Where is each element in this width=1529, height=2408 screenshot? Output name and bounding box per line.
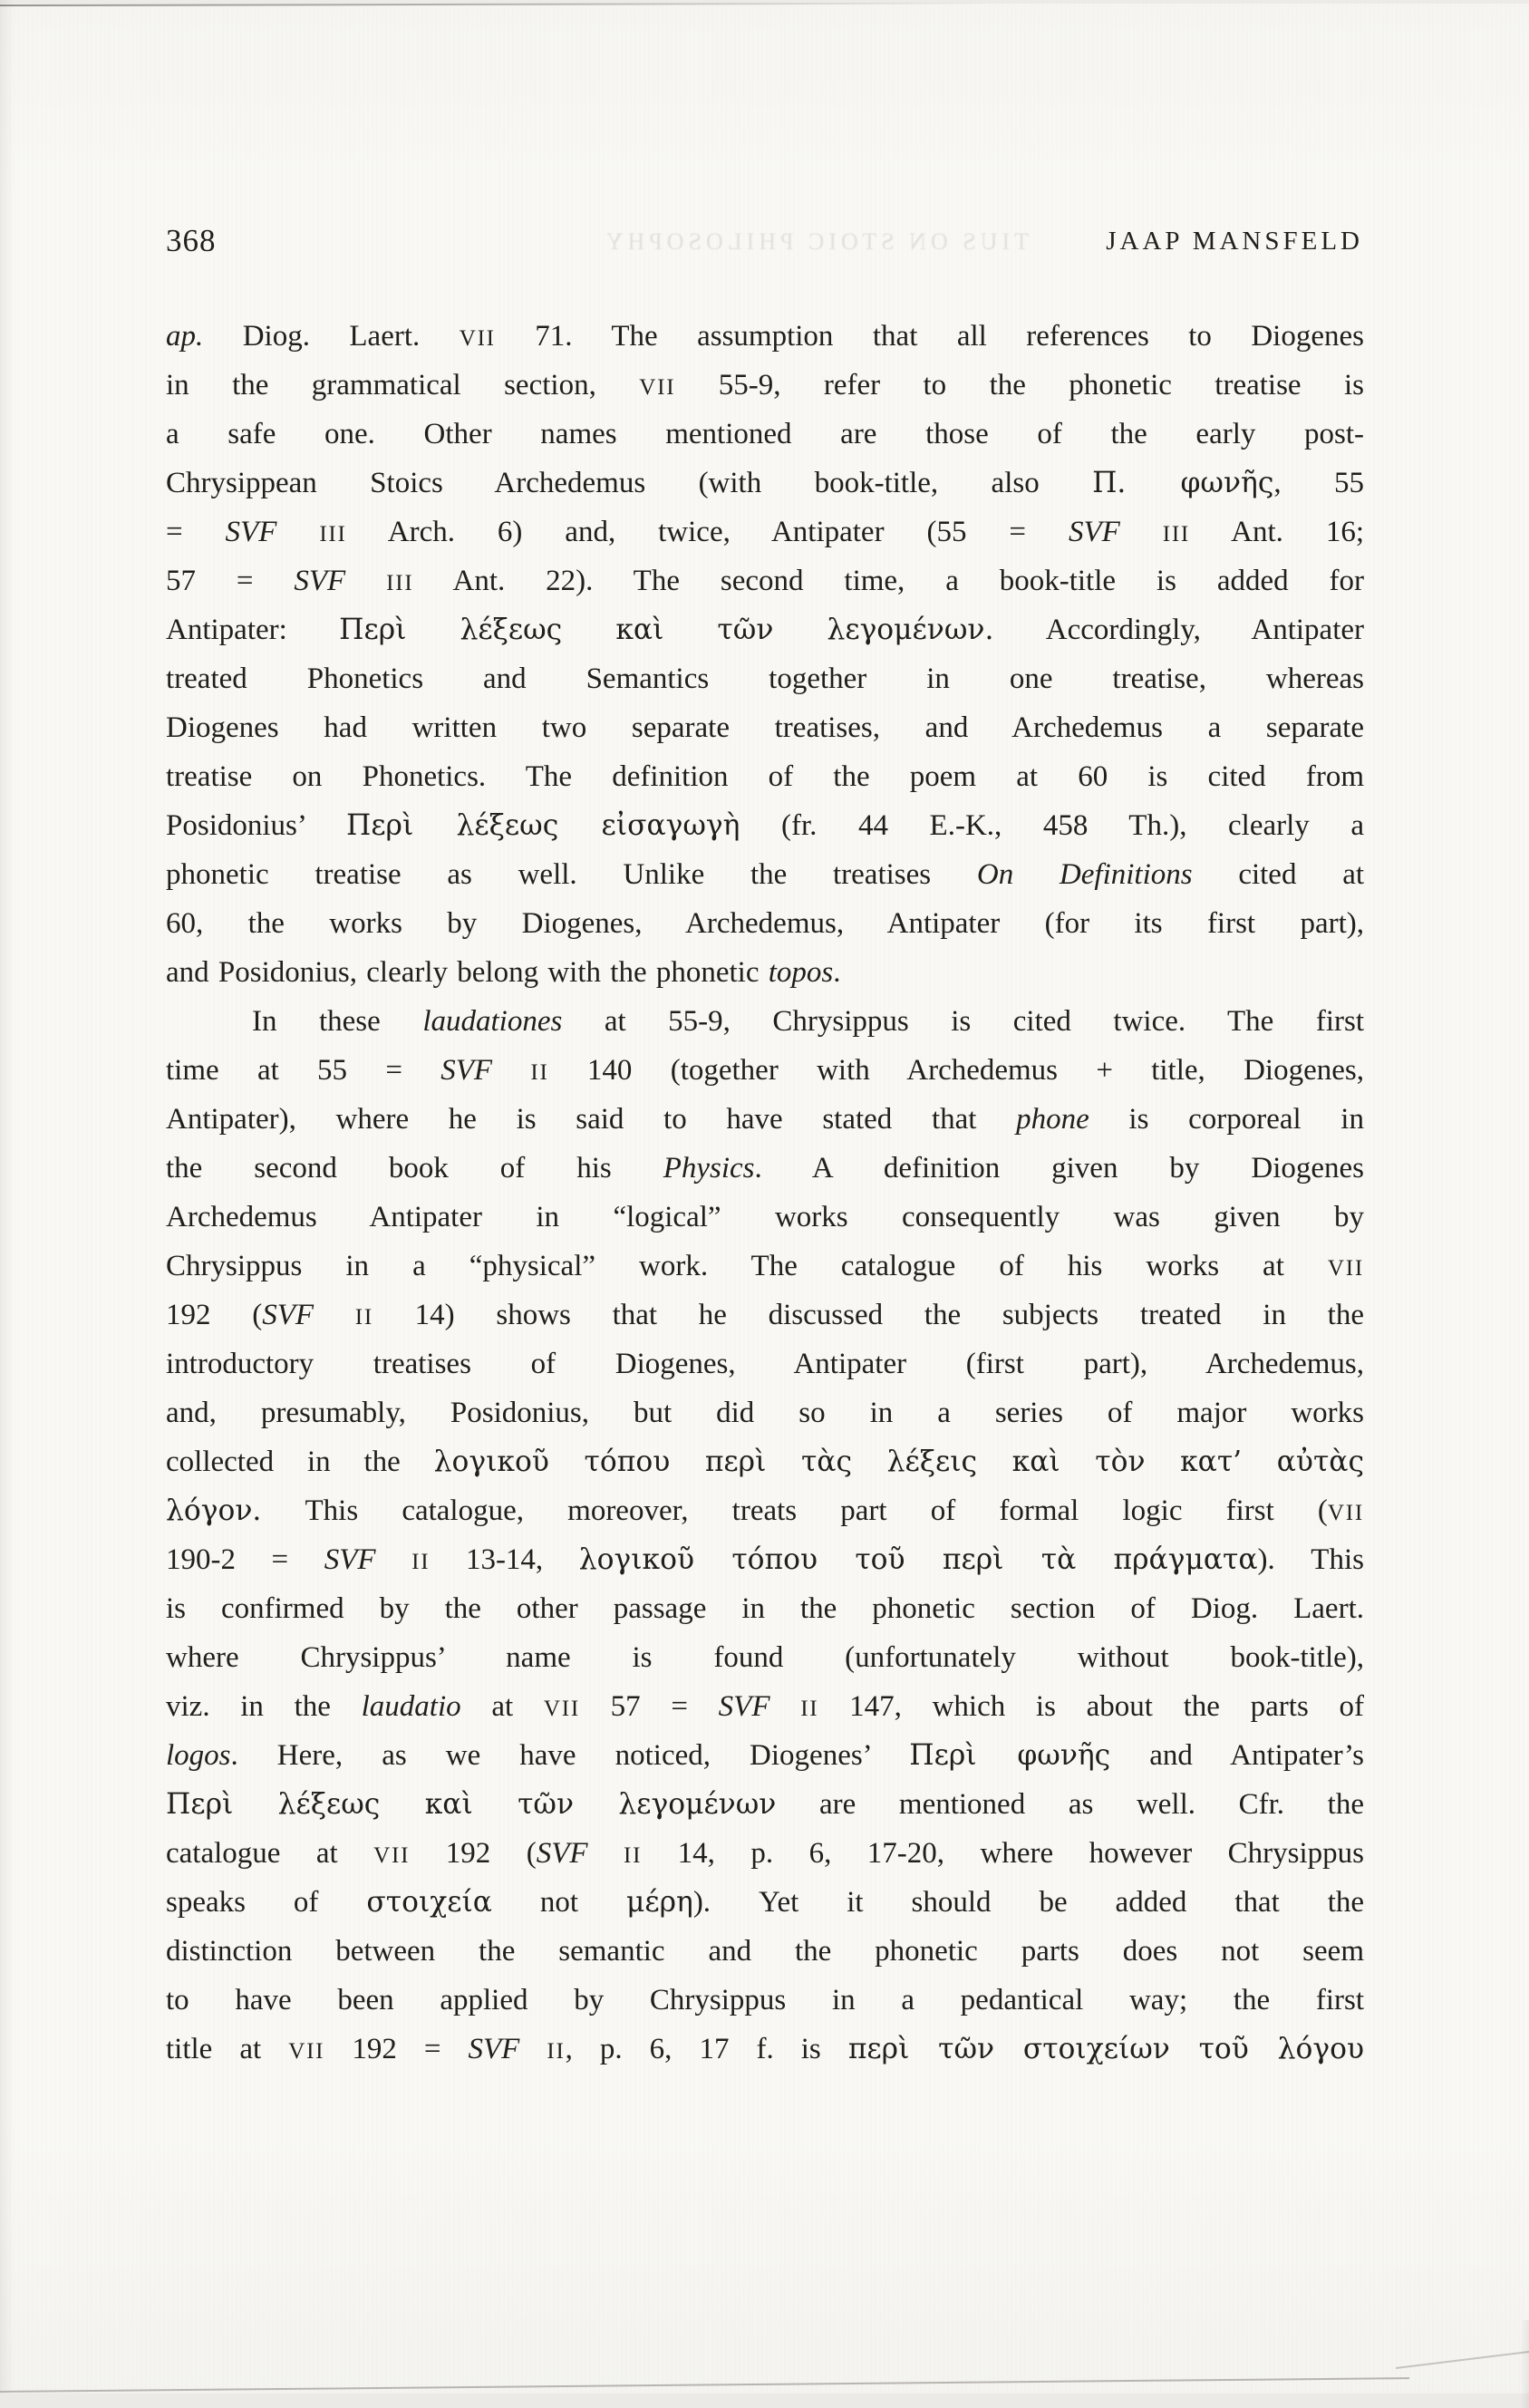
text-run: 140 (together with Archedemus + title, Diogenes,: [548, 1054, 1364, 1087]
text-run: SVF: [324, 1543, 376, 1576]
text-run: Ant. 16;: [1190, 516, 1364, 548]
text-run: VII: [1327, 1501, 1364, 1525]
text-line: [166, 2025, 1364, 2074]
text-line: [166, 410, 1364, 459]
text-line: [166, 948, 1364, 997]
text-line: [166, 752, 1364, 801]
text-run: 14) shows that he discussed the subjects treated in the: [373, 1299, 1364, 1331]
text-run: is confirmed by the other passage in the phonetic section of Diog. Laert.: [166, 1592, 1364, 1625]
text-run: 13-14,: [430, 1543, 579, 1576]
text-run: title at: [166, 2033, 289, 2065]
text-line: [166, 1095, 1364, 1144]
greek-text-run: Περὶ λέξεως καὶ τῶν λεγομένων.: [339, 614, 994, 646]
text-run: collected in the: [166, 1446, 434, 1478]
text-run: VII: [288, 2039, 325, 2064]
text-run: . Here, as we have noticed, Diogenes’: [230, 1739, 910, 1772]
text-run: in the grammatical section,: [166, 369, 640, 401]
text-line: [166, 801, 1364, 850]
text-run: On Definitions: [976, 858, 1193, 891]
text-run: SVF: [718, 1690, 770, 1723]
text-run: =: [166, 516, 226, 548]
text-line: [166, 654, 1364, 703]
text-run: SVF: [225, 516, 277, 548]
text-run: 57 =: [166, 565, 295, 597]
text-run: [314, 1299, 355, 1331]
text-run: II: [800, 1697, 819, 1721]
text-run: 190-2 =: [166, 1543, 324, 1576]
text-run: 147, which is about the parts of: [818, 1690, 1364, 1723]
text-run: [345, 565, 386, 597]
text-run: SVF: [440, 1054, 493, 1087]
text-run: Diog. Laert.: [203, 320, 460, 353]
text-line: [166, 1731, 1364, 1780]
text-line: [166, 1193, 1364, 1242]
text-run: time at 55 =: [166, 1054, 441, 1087]
text-run: laudatio: [361, 1690, 461, 1723]
text-line: [166, 1535, 1364, 1584]
greek-text-run: λογικοῦ τόπου περὶ τὰς λέξεις καὶ τὸν κατ’ αὐτὰς: [433, 1446, 1364, 1478]
text-run: , p. 6, 17 f. is: [565, 2033, 848, 2065]
text-run: II: [530, 1060, 549, 1085]
text-run: laudationes: [422, 1005, 563, 1038]
text-run: SVF: [468, 2033, 520, 2065]
text-run: [519, 2033, 547, 2065]
text-run: 192 (: [166, 1299, 263, 1331]
text-run: to have been applied by Chrysippus in a pedantical way; the first: [166, 1984, 1364, 2016]
text-run: . A definition given by Diogenes: [754, 1152, 1364, 1185]
text-run: cited at: [1192, 858, 1364, 891]
text-run: the second book of his: [166, 1152, 663, 1185]
page-number: 368: [166, 223, 217, 258]
greek-text-run: περὶ τῶν στοιχείων τοῦ λόγου: [847, 2033, 1364, 2065]
paragraph: [166, 997, 1364, 2074]
text-line: [166, 459, 1364, 508]
text-run: not: [491, 1886, 626, 1919]
text-run: SVF: [262, 1299, 315, 1331]
text-line: [166, 361, 1364, 410]
text-run: 192 =: [324, 2033, 469, 2065]
text-line: [166, 1388, 1364, 1437]
text-line: [166, 1829, 1364, 1878]
text-run: phonetic treatise as well. Unlike the treatises: [166, 858, 977, 891]
text-line: [166, 1780, 1364, 1829]
text-run: Chrysippean Stoics Archedemus (with book-title, also: [166, 467, 1093, 499]
text-run: III: [386, 571, 414, 595]
text-line: [166, 1927, 1364, 1976]
text-run: topos: [768, 956, 834, 989]
scan-bottom-edge-strip: [0, 2393, 1529, 2408]
text-run: introductory treatises of Diogenes, Antipater (first part), Archedemus,: [166, 1348, 1364, 1380]
text-run: ap.: [166, 320, 204, 353]
scan-left-edge-shadow: [0, 0, 15, 2408]
text-run: and, presumably, Posidonius, but did so in a series of major works: [166, 1397, 1364, 1429]
text-run: SVF: [294, 565, 346, 597]
greek-text-run: Π. φωνῆς: [1092, 467, 1274, 499]
text-run: In these: [252, 1005, 423, 1038]
text-run: [492, 1054, 530, 1087]
text-line: [166, 1339, 1364, 1388]
text-run: ). This: [1257, 1543, 1364, 1576]
greek-text-run: μέρη: [625, 1886, 693, 1919]
text-run: 192 (: [410, 1837, 537, 1870]
scan-bottom-edge-line: [0, 2377, 1409, 2393]
text-line: [166, 703, 1364, 752]
text-run: 57 =: [579, 1690, 719, 1723]
text-run: (fr. 44 E.-K., 458 Th.), clearly a: [740, 809, 1364, 842]
text-line: [166, 605, 1364, 654]
text-line: [166, 1976, 1364, 2025]
text-run: II: [411, 1550, 431, 1574]
text-run: ). Yet it should be added that the: [692, 1886, 1364, 1919]
text-run: II: [623, 1843, 643, 1868]
text-run: is corporeal in: [1089, 1103, 1364, 1136]
text-line: [166, 556, 1364, 605]
text-run: a safe one. Other names mentioned are those of the early post-: [166, 418, 1364, 450]
text-run: 60, the works by Diogenes, Archedemus, Antipater (for its first part),: [166, 907, 1364, 940]
text-line: [166, 1878, 1364, 1927]
text-run: and Antipater’s: [1110, 1739, 1364, 1772]
text-run: Antipater), where he is said to have stated that: [166, 1103, 1017, 1136]
text-run: Diogenes had written two separate treatises, and Archedemus a separate: [166, 711, 1364, 744]
greek-text-run: Περὶ λέξεως καὶ τῶν λεγομένων: [166, 1788, 777, 1821]
text-run: Arch. 6) and, twice, Antipater (55 =: [346, 516, 1069, 548]
greek-text-run: Περὶ φωνῆς: [909, 1739, 1111, 1772]
text-run: phone: [1016, 1103, 1089, 1136]
greek-text-run: στοιχεία: [366, 1886, 492, 1919]
text-run: speaks of: [166, 1886, 367, 1919]
text-run: Ant. 22). The second time, a book-title is added for: [413, 565, 1364, 597]
text-run: [376, 1543, 412, 1576]
text-line: [166, 1291, 1364, 1339]
text-run: SVF: [536, 1837, 588, 1870]
text-run: and Posidonius, clearly belong with the phonetic: [166, 956, 769, 989]
text-run: This catalogue, moreover, treats part of formal logic first (: [261, 1494, 1328, 1527]
text-run: distinction between the semantic and the phonetic parts does not seem: [166, 1935, 1364, 1968]
text-run: Accordingly, Antipater: [993, 614, 1364, 646]
text-line: [166, 850, 1364, 899]
text-run: II: [354, 1305, 373, 1330]
text-run: Posidonius’: [166, 809, 346, 842]
greek-text-run: λόγον.: [166, 1494, 262, 1527]
text-run: VII: [543, 1697, 580, 1721]
text-run: Chrysippus in a “physical” work. The catalogue of his works at: [166, 1250, 1328, 1282]
text-run: SVF: [1068, 516, 1120, 548]
text-run: 71. The assumption that all references to Diogenes: [495, 320, 1364, 353]
text-run: at: [460, 1690, 544, 1723]
text-run: VII: [1327, 1256, 1364, 1281]
text-line: [166, 1046, 1364, 1095]
text-run: where Chrysippus’ name is found (unfortunately without book-title),: [166, 1641, 1364, 1674]
text-run: treated Phonetics and Semantics together in one treatise, whereas: [166, 662, 1364, 695]
bleed-through-text: TIUS ON STOIC PHILOSOPHY: [601, 228, 1029, 255]
text-line: [166, 1144, 1364, 1193]
text-run: VII: [639, 375, 676, 400]
paragraph: [166, 312, 1364, 997]
text-line: [166, 1682, 1364, 1731]
text-line: [166, 508, 1364, 556]
greek-text-run: Περὶ λέξεως εἰσαγωγὴ: [345, 809, 740, 842]
text-line: [166, 1437, 1364, 1486]
greek-text-run: λογικοῦ τόπου τοῦ περὶ τὰ πράγματα: [578, 1543, 1258, 1576]
text-run: VII: [459, 326, 496, 351]
text-line: [166, 312, 1364, 361]
text-run: logos: [166, 1739, 231, 1772]
text-run: treatise on Phonetics. The definition of the poem at 60 is cited from: [166, 760, 1364, 793]
text-run: catalogue at: [166, 1837, 374, 1870]
text-run: 14, p. 6, 17-20, where however Chrysippus: [642, 1837, 1364, 1870]
running-head: JAAP MANSFELD: [1106, 227, 1363, 256]
text-run: [1120, 516, 1163, 548]
text-run: are mentioned as well. Cfr. the: [776, 1788, 1364, 1821]
text-line: [166, 899, 1364, 948]
text-run: Archedemus Antipater in “logical” works consequently was given by: [166, 1201, 1364, 1233]
text-run: Physics: [663, 1152, 755, 1185]
text-run: [276, 516, 319, 548]
scan-bottom-corner-line: [1396, 2351, 1529, 2369]
text-line: [166, 1486, 1364, 1535]
text-run: Antipater:: [166, 614, 340, 646]
text-run: II: [547, 2039, 566, 2064]
text-block: [166, 312, 1364, 2074]
text-line: [166, 1633, 1364, 1682]
scan-right-edge-shadow: [1520, 2320, 1529, 2408]
text-run: .: [833, 956, 841, 989]
text-run: III: [319, 522, 347, 546]
text-run: [770, 1690, 801, 1723]
text-run: III: [1162, 522, 1191, 546]
text-run: VII: [373, 1843, 411, 1868]
text-run: [588, 1837, 624, 1870]
text-line: [166, 1584, 1364, 1633]
text-run: , 55: [1273, 467, 1364, 499]
text-line: [166, 1242, 1364, 1291]
text-run: 55-9, refer to the phonetic treatise is: [675, 369, 1364, 401]
text-run: at 55-9, Chrysippus is cited twice. The first: [562, 1005, 1364, 1038]
text-run: viz. in the: [166, 1690, 362, 1723]
text-line: [166, 997, 1364, 1046]
